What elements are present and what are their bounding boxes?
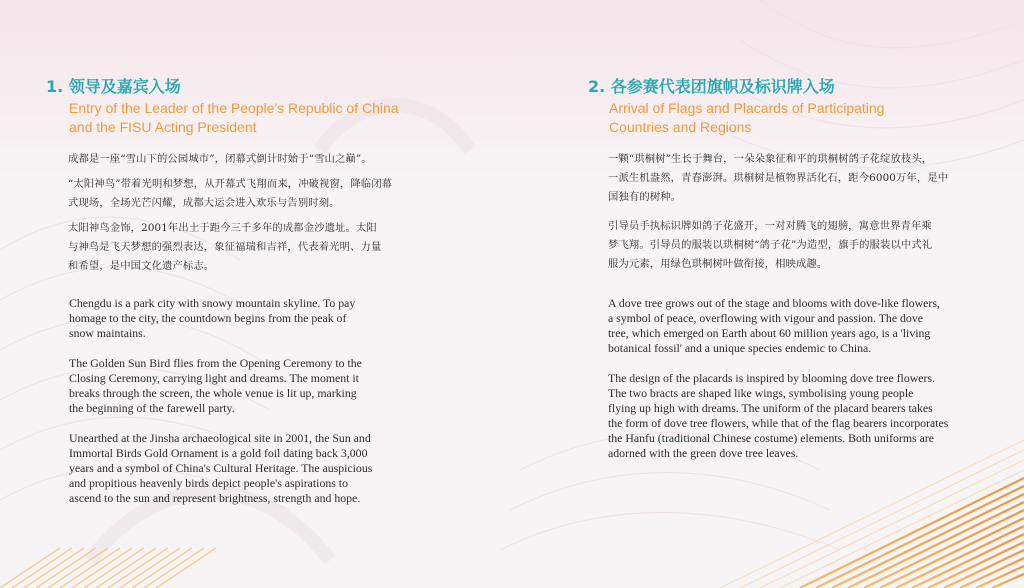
en-line: Closing Ceremony, carrying light and dreams. The moment it xyxy=(69,371,359,385)
cn-line: 服为元素，用绿色珙桐树叶做衔接，相映成趣。 xyxy=(608,258,828,270)
en-paragraph xyxy=(46,296,441,341)
cn-line: 一派生机盎然，青春澎湃。珙桐树是植物界活化石，距今6000万年，是中 xyxy=(608,172,949,184)
en-paragraph xyxy=(46,356,441,416)
cn-line: 梦飞翔。引导员的服装以珙桐树“鸽子花”为造型，旗手的服装以中式礼 xyxy=(608,239,933,251)
en-line: A dove tree grows out of the stage and blooms with dove-like flowers, xyxy=(608,296,940,310)
subheading-line: Countries and Regions xyxy=(609,119,752,135)
chinese-text-block xyxy=(588,150,988,274)
cn-line: 引导员手执标识牌如鸽子花盛开，一对对腾飞的翅膀，寓意世界青年乘 xyxy=(608,220,932,232)
en-line: and propitious heavenly birds depict people's aspirations to xyxy=(69,476,348,490)
subheading-line: Entry of the Leader of the People's Republic of China xyxy=(69,100,399,116)
section-2-heading: 2. 各参赛代表团旗帜及标识牌入场 xyxy=(588,77,835,96)
en-paragraph xyxy=(46,431,441,506)
section-1-heading: 1. 领导及嘉宾入场 xyxy=(46,77,181,96)
en-line: Immortal Birds Gold Ornament is a gold foil dating back 3,000 xyxy=(69,446,368,460)
section-1-subheading xyxy=(46,99,441,137)
en-line: flying up high with dreams. The uniform of the placard bearers takes xyxy=(608,401,933,415)
en-line: years and a symbol of China's Cultural Heritage. The auspicious xyxy=(69,461,373,475)
english-text-block xyxy=(588,296,988,461)
en-line: a symbol of peace, overflowing with vigour and passion. The dove xyxy=(608,311,923,325)
section-leader-entry xyxy=(46,76,441,506)
english-text-block xyxy=(46,296,441,506)
en-line: tree, which emerged on Earth about 60 million years ago, is a 'living xyxy=(608,326,931,340)
cn-line: 与神鸟是飞天梦想的强烈表达，象征福瑞和吉祥，代表着光明、力量 xyxy=(68,241,382,253)
en-line: The design of the placards is inspired by blooming dove tree flowers. xyxy=(608,371,935,385)
en-line: snow maintains. xyxy=(69,326,146,340)
subheading-line: and the FISU Acting President xyxy=(69,119,257,135)
en-line: botanical fossil' and a unique species endemic to China. xyxy=(608,341,872,355)
en-line: The Golden Sun Bird flies from the Opening Ceremony to the xyxy=(69,356,362,370)
en-line: homage to the city, the countdown begins from the peak of xyxy=(69,311,347,325)
en-line: adorned with the green dove tree leaves. xyxy=(608,446,799,460)
cn-line: 和希望，是中国文化遗产标志。 xyxy=(68,260,215,272)
en-line: the form of dove tree flowers, while that of the flag bearers incorporates xyxy=(608,416,949,430)
cn-line: 一颗“珙桐树”生长于舞台，一朵朵象征和平的珙桐树鸽子花绽放枝头， xyxy=(608,153,933,165)
en-line: the beginning of the farewell party. xyxy=(69,401,235,415)
en-line: Chengdu is a park city with snowy mountain skyline. To pay xyxy=(69,296,356,310)
en-paragraph xyxy=(588,296,988,356)
section-flags-placards xyxy=(588,76,988,461)
en-paragraph xyxy=(588,371,988,461)
cn-paragraph xyxy=(46,175,441,213)
en-line: Unearthed at the Jinsha archaeological site in 2001, the Sun and xyxy=(69,431,371,445)
en-line: the Hanfu (traditional Chinese costume) elements. Both uniforms are xyxy=(608,431,934,445)
cn-paragraph xyxy=(46,219,441,276)
cn-paragraph: 成都是一座“雪山下的公园城市”，闭幕式倒计时始于“雪山之巅”。 xyxy=(68,153,372,165)
cn-line: 国独有的树种。 xyxy=(608,191,682,203)
en-line: ascend to the sun and represent brightness, strength and hope. xyxy=(69,491,361,505)
en-line: The two bracts are shaped like wings, symbolising young people xyxy=(608,386,914,400)
cn-paragraph xyxy=(588,150,988,207)
subheading-line: Arrival of Flags and Placards of Participating xyxy=(609,100,885,116)
cn-line: “太阳神鸟”带着光明和梦想，从开幕式飞翔而来，冲破视窗，降临闭幕 xyxy=(68,178,393,190)
cn-paragraph xyxy=(588,217,988,274)
chinese-text-block xyxy=(46,150,441,276)
cn-line: 太阳神鸟金饰，2001年出土于距今三千多年的成都金沙遗址。太阳 xyxy=(68,222,377,234)
en-line: breaks through the screen, the whole venue is lit up, marking xyxy=(69,386,357,400)
section-2-subheading xyxy=(588,99,988,137)
cn-line: 式现场，全场光芒闪耀，成都大运会进入欢乐与告别时刻。 xyxy=(68,197,340,209)
